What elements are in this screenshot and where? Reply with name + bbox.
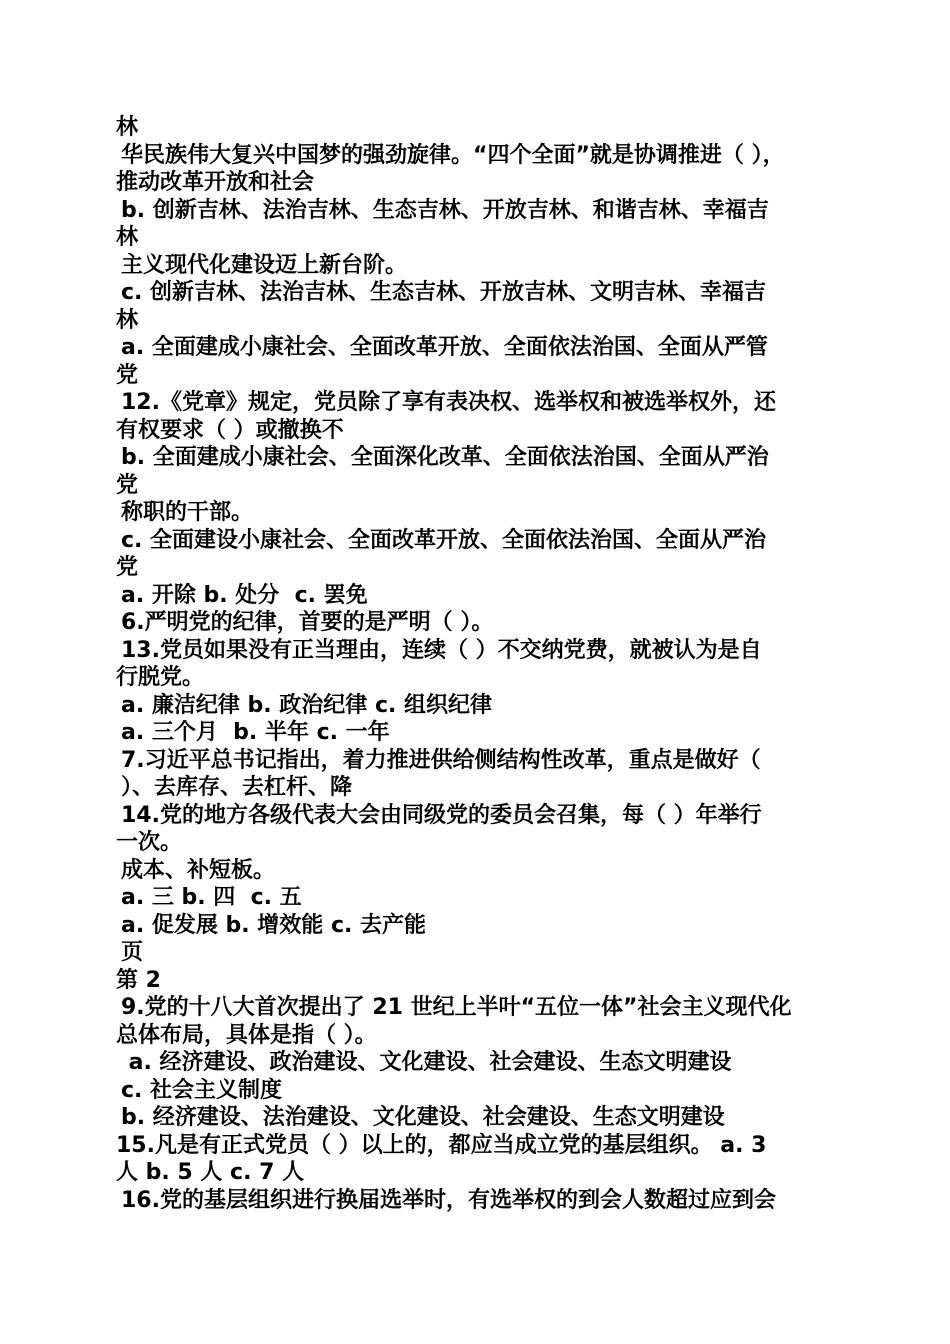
text-line: 主义现代化建设迈上新台阶。 (121, 252, 408, 278)
text-line: 林 (116, 307, 139, 333)
text-line: 林 (116, 115, 139, 140)
text-line: 6.严明党的纪律，首要的是严明（ ）。 (121, 610, 494, 635)
text-line: a. 全面建成小康社会、全面改革开放、全面依法治国、全面从严管 (121, 335, 768, 360)
text-line: b. 全面建成小康社会、全面深化改革、全面依法治国、全面从严治 (121, 445, 769, 470)
text-line: 总体布局，具体是指（ ）。 (116, 1022, 377, 1048)
text-line: 一次。 (116, 830, 183, 855)
text-line: b. 经济建设、法治建设、文化建设、社会建设、生态文明建设 (121, 1105, 725, 1130)
text-line: a. 开除 b. 处分 c. 罢免 (121, 582, 368, 608)
text-line: 行脱党。 (116, 665, 205, 690)
text-line: 7.习近平总书记指出，着力推进供给侧结构性改革，重点是做好（ (121, 747, 761, 773)
text-line: 华民族伟大复兴中国梦的强劲旋律。“四个全面”就是协调推进（ ）， (121, 142, 785, 168)
text-line: 成本、补短板。 (121, 857, 276, 883)
document-body (116, 114, 828, 1214)
text-line: b. 创新吉林、法治吉林、生态吉林、开放吉林、和谐吉林、幸福吉 (121, 197, 769, 223)
text-line: a. 经济建设、政治建设、文化建设、社会建设、生态文明建设 (121, 1050, 732, 1075)
text-line: c. 社会主义制度 (121, 1077, 283, 1103)
text-line: c. 全面建设小康社会、全面改革开放、全面依法治国、全面从严治 (121, 527, 767, 553)
text-line: a. 三 b. 四 c. 五 (121, 885, 302, 910)
text-line: 有权要求（ ）或撤换不 (116, 417, 344, 443)
text-line: 9.党的十八大首次提出了 21 世纪上半叶“五位一体”社会主义现代化 (121, 995, 792, 1020)
text-line: 人 b. 5 人 c. 7 人 (116, 1160, 305, 1185)
text-line: 称职的干部。 (121, 500, 254, 525)
text-line: ）、去库存、去杠杆、降 (121, 775, 353, 800)
text-line: 推动改革开放和社会 (116, 170, 315, 195)
text-line: 党 (116, 362, 139, 388)
text-line: 林 (116, 225, 139, 250)
text-line: 12.《党章》规定，党员除了享有表决权、选举权和被选举权外，还 (121, 390, 776, 415)
text-line: c. 创新吉林、法治吉林、生态吉林、开放吉林、文明吉林、幸福吉 (121, 280, 767, 305)
text-line: 15.凡是有正式党员（ ）以上的，都应当成立党的基层组织。 a. 3 (116, 1132, 767, 1158)
text-line: 党 (116, 555, 139, 580)
text-line: a. 廉洁纪律 b. 政治纪律 c. 组织纪律 (121, 692, 493, 718)
text-line: 14.党的地方各级代表大会由同级党的委员会召集，每（ ）年举行 (121, 802, 762, 828)
text-line: 13.党员如果没有正当理由，连续（ ）不交纳党费，就被认为是自 (121, 637, 762, 663)
text-line: 第 2 (116, 967, 161, 993)
text-line: 页 (121, 940, 144, 965)
text-line: a. 促发展 b. 增效能 c. 去产能 (121, 912, 427, 938)
text-line: 16.党的基层组织进行换届选举时，有选举权的到会人数超过应到会 (121, 1187, 776, 1213)
text-line: a. 三个月 b. 半年 c. 一年 (121, 720, 390, 745)
text-line: 党 (116, 472, 139, 498)
